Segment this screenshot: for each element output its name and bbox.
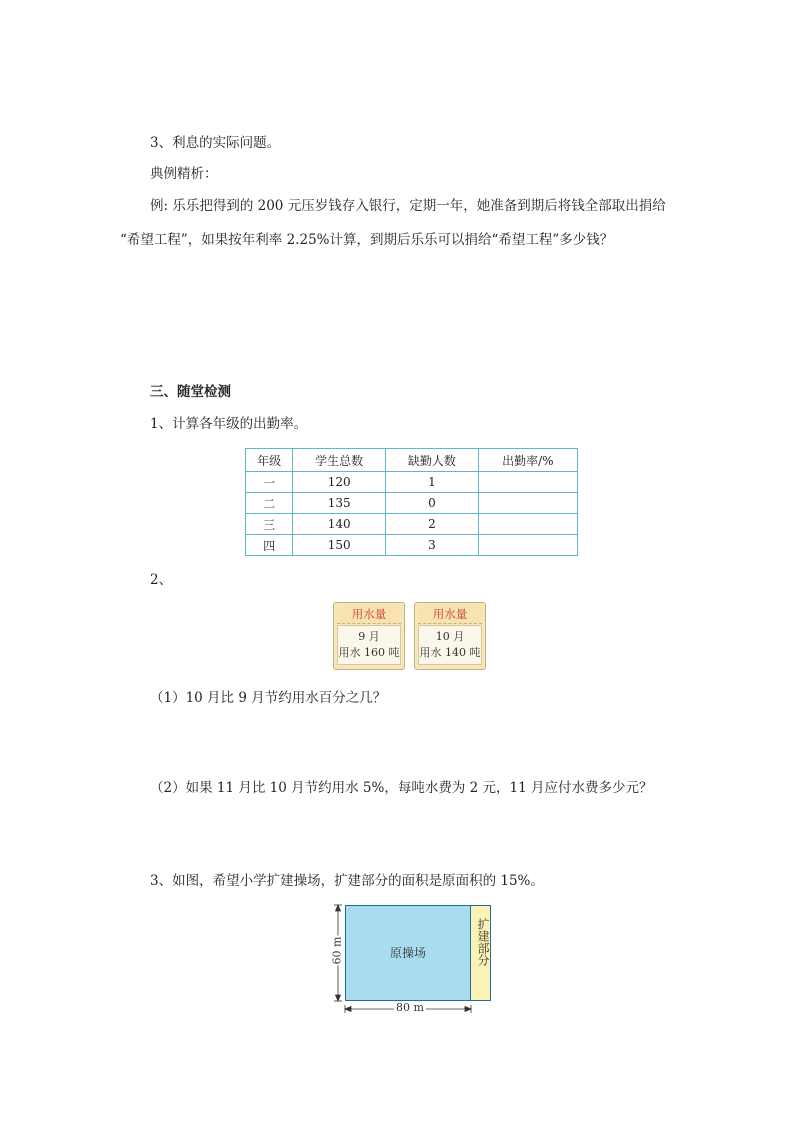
example-line-1: 例: 乐乐把得到的 200 元压岁钱存入银行，定期一年，她准备到期后将钱全部取出捐给: [150, 198, 666, 214]
original-playground-label: 原操场: [389, 946, 426, 960]
height-dimension-label: 60 m: [330, 936, 344, 965]
cell-total: 120: [293, 472, 386, 493]
question-2-2: （2）如果 11 月比 10 月节约用水 5%，每吨水费为 2 元，11 月应付水费多少元？: [150, 780, 653, 796]
water-card-month: 10 月: [435, 630, 465, 643]
header-cell-total: 学生总数: [293, 449, 386, 472]
cell-absent: 2: [386, 514, 479, 535]
width-dimension-label: 80 m: [396, 1001, 424, 1014]
water-card-month: 9 月: [358, 630, 380, 643]
cell-grade: 二: [246, 493, 293, 514]
water-card-usage: 用水 160 吨: [338, 646, 400, 659]
question-2: 2、: [150, 572, 173, 588]
extension-area-label: 扩建部分: [476, 918, 490, 966]
cell-total: 140: [293, 514, 386, 535]
question-3: 3、如图，希望小学扩建操场，扩建部分的面积是原面积的 15%。: [150, 873, 544, 889]
question-1: 1、计算各年级的出勤率。: [150, 416, 308, 432]
header-cell-grade: 年级: [246, 449, 293, 472]
question-2-1: （1）10 月比 9 月节约用水百分之几？: [150, 690, 387, 706]
cell-grade: 一: [246, 472, 293, 493]
cell-absent: 1: [386, 472, 479, 493]
cell-total: 150: [293, 535, 386, 556]
cell-grade: 四: [246, 535, 293, 556]
water-card-title: 用水量: [418, 606, 482, 624]
header-cell-rate: 出勤率/%: [478, 449, 577, 472]
check-heading: 三、随堂检测: [150, 384, 231, 400]
water-card-title: 用水量: [337, 606, 401, 624]
cell-grade: 三: [246, 514, 293, 535]
interest-heading: 3、利息的实际问题。: [150, 135, 281, 151]
analysis-label: 典例精析：: [150, 166, 218, 182]
cell-absent: 3: [386, 535, 479, 556]
water-card-usage: 用水 140 吨: [419, 646, 481, 659]
cell-total: 135: [293, 493, 386, 514]
example-line-2: “希望工程”，如果按年利率 2.25%计算，到期后乐乐可以捐给“希望工程”多少钱？: [120, 232, 614, 248]
cell-absent: 0: [386, 493, 479, 514]
header-cell-absent: 缺勤人数: [386, 449, 479, 472]
original-playground: [345, 905, 471, 1001]
extension-area: [471, 905, 491, 1001]
